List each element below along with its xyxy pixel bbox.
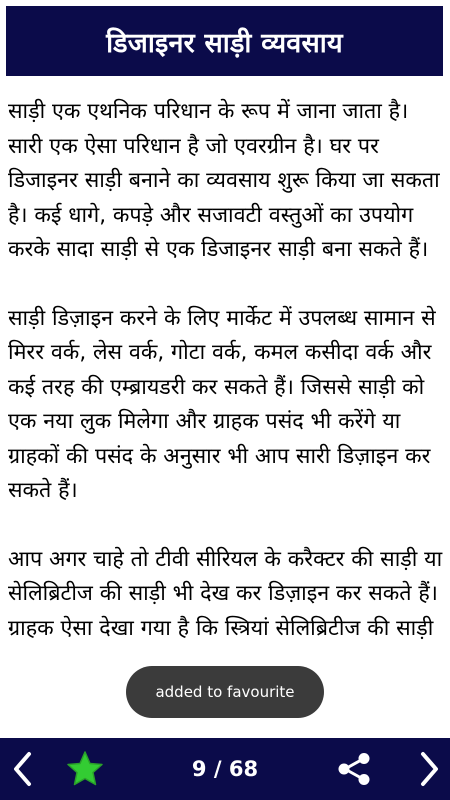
chevron-left-icon xyxy=(11,750,33,788)
article-paragraph-1: साड़ी एक एथनिक परिधान के रूप में जाना जाता है। सारी एक ऐसा परिधान है जो एवरग्रीन है। घर पर डिजाइनर साड़ी बनाने का व्यवसाय शुरू किया जा सकता है। कई धागे, कपड़े और सजावटी वस्तुओं का उपयोग करके सादा साड़ी से एक डिजाइनर साड़ी बना सकते हैं। xyxy=(8,99,440,262)
previous-page-button[interactable] xyxy=(0,738,44,800)
favourite-button[interactable] xyxy=(64,748,106,790)
title-bar xyxy=(6,6,443,76)
next-page-button[interactable] xyxy=(410,738,450,800)
article-paragraph-3: आप अगर चाहे तो टीवी सीरियल के करैक्टर की साड़ी या सेलिब्रिटीज की साड़ी भी देख कर डिज़ाइन कर सकते हैं। ग्राहक ऐसा देखा गया है कि स्त्रियां सेलिब्रिटीज की साड़ी xyxy=(8,546,443,641)
star-icon xyxy=(66,750,104,788)
chevron-right-icon xyxy=(419,750,441,788)
page-indicator: 9 / 68 xyxy=(191,757,259,781)
article-paragraph-2: साड़ी डिज़ाइन करने के लिए मार्केट में उपलब्ध सामान से मिरर वर्क, लेस वर्क, गोटा वर्क, कमल कसीदा वर्क और कई तरह की एम्ब्रायडरी कर सकते हैं। जिससे साड़ी को एक नया लुक मिलेगा और ग्राहक पसंद भी करेंगे या ग्राहकों की पसंद के अनुसार भी आप सारी डिज़ाइन कर सकते हैं। xyxy=(8,305,436,503)
page-title: डिजाइनर साड़ी व्यवसाय xyxy=(106,27,343,59)
bottom-navigation-bar xyxy=(0,738,450,800)
toast-text: added to favourite xyxy=(155,683,295,701)
toast-message xyxy=(126,666,324,718)
article-body[interactable] xyxy=(8,95,444,738)
share-icon xyxy=(335,750,373,788)
share-button[interactable] xyxy=(332,748,376,790)
